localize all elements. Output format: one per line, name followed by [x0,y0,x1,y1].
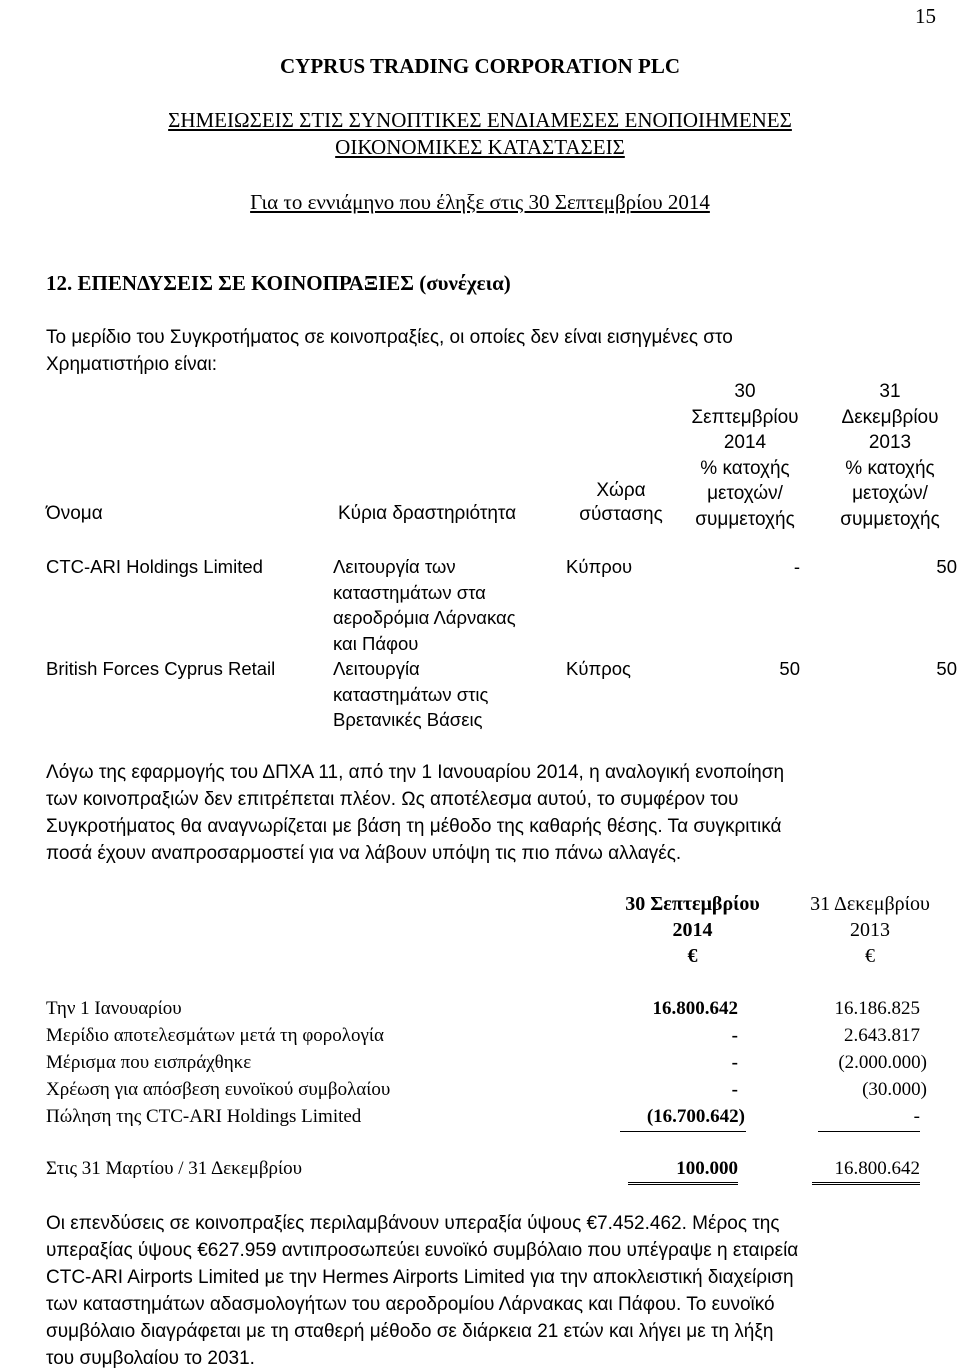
table-row-value-2014: - [731,1052,738,1073]
header-col-2014-line: % κατοχής [700,457,790,479]
activity-line: καταστημάτων στις [333,683,489,705]
page-number: 15 [915,4,936,28]
para3-line: Οι επενδύσεις σε κοινοπραξίες περιλαμβάνουν υπεραξία ύψους €7.452.462. Μέρος της [46,1213,780,1234]
header-col-2013-line: μετοχών/ [852,483,928,504]
table-row-value-2013: 2.643.817 [844,1025,920,1046]
period-subtitle: Για το εννιάμηνο που έληξε στις 30 Σεπτεμβρίου 2014 [250,190,710,214]
header-col-2014-line: συμμετοχής [695,508,795,530]
table-row-label: Μέρισμα που εισπράχθηκε [46,1052,252,1073]
table-row-value-2013: - [913,1106,920,1127]
header-col-2013-line: % κατοχής [845,457,935,479]
table-row-activity [333,554,516,656]
document-title [0,107,960,161]
table-row-label: Χρέωση για απόσβεση ευνοϊκού συμβολαίου [46,1079,391,1100]
table-row-value-2013: 50 [936,658,957,679]
table-row-value-2013: 16.186.825 [834,998,920,1019]
header-name: Όνομα [46,503,103,524]
intro-line-2: Χρηματιστήριο είναι: [46,354,218,375]
table-row-value-2013: 50 [936,556,957,577]
table2-header-2014-line: 2014 [672,919,713,941]
header-col-2013-line: Δεκεμβρίου [841,406,939,428]
subtotal-rule-2013 [818,1131,920,1132]
total-double-rule-2013 [812,1182,920,1185]
header-col-2013-line: συμμετοχής [840,508,940,530]
activity-line: και Πάφου [333,632,419,654]
header-col-2013-line: 31 [879,381,901,402]
para3-line: CTC-ARI Airports Limited με την Hermes Airports Limited για την αποκλειστική διαχείριση [46,1267,794,1288]
activity-line: Λειτουργία [333,658,420,679]
table-row-value-2014: - [731,1025,738,1046]
activity-line: αεροδρόμια Λάρνακας [333,607,516,628]
table-row-value-2014: - [793,556,800,577]
para2-line: των κοινοπραξιών δεν επιτρέπεται πλέον. Ως αποτέλεσμα αυτού, το συμφέρον του [46,789,739,810]
table2-header-2013 [785,891,955,969]
header-country [566,479,676,527]
table2-header-2014-line: € [687,945,698,967]
subtotal-rule-2014 [620,1131,746,1132]
activity-line: καταστημάτων στα [333,581,486,603]
para3-line: των καταστημάτων αδασμολογήτων του αεροδρομίου Λάρνακας και Πάφου. Το ευνοϊκό [46,1294,775,1315]
table-row-country: Κύπρου [566,556,633,577]
table-row-name: CTC-ARI Holdings Limited [46,556,263,577]
table-total-value-2013: 16.800.642 [834,1158,920,1179]
table-row-value-2013: (30.000) [862,1079,927,1100]
table-row-value-2013: (2.000.000) [838,1052,927,1073]
table-row-value-2014: 50 [779,658,800,679]
para2-line: ποσά έχουν αναπροσαρμοστεί για να λάβουν υπόψη τις πιο πάνω αλλαγές. [46,843,682,864]
document-title-line-2: ΟΙΚΟΝΟΜΙΚΕΣ ΚΑΤΑΣΤΑΣΕΙΣ [335,135,625,159]
table-row-name: British Forces Cyprus Retail [46,658,276,679]
table-row-value-2014: 16.800.642 [652,998,738,1019]
table2-header-2013-line: 2013 [850,919,890,941]
table-total-value-2014: 100.000 [676,1158,738,1179]
document-title-line-1: ΣΗΜΕΙΩΣΕΙΣ ΣΤΙΣ ΣΥΝΟΠΤΙΚΕΣ ΕΝΔΙΑΜΕΣΕΣ ΕΝΟΠΟΙΗΜΕΝΕΣ [168,108,792,132]
table-total-label: Στις 31 Μαρτίου / 31 Δεκεμβρίου [46,1158,303,1179]
para2-line: Συγκροτήματος θα αναγνωρίζεται με βάση τη μέθοδο της καθαρής θέσης. Τα συγκριτικά [46,816,782,837]
header-activity: Κύρια δραστηριότητα [338,503,517,524]
company-name: CYPRUS TRADING CORPORATION PLC [280,54,680,78]
total-double-rule-2014 [628,1182,738,1185]
activity-line: Βρετανικές Βάσεις [333,709,483,730]
header-col-2013 [825,379,955,532]
table-row-activity [333,656,488,733]
activity-line: Λειτουργία των [333,556,456,577]
table-row-label: Πώληση της CTC-ARI Holdings Limited [46,1106,362,1127]
header-col-2014-line: 2014 [723,432,767,453]
section-heading: 12. ΕΠΕΝΔΥΣΕΙΣ ΣΕ ΚΟΙΝΟΠΡΑΞΙΕΣ (συνέχεια) [46,271,511,295]
table-row-label: Μερίδιο αποτελεσμάτων μετά τη φορολογία [46,1025,384,1046]
para3-line: συμβόλαιο διαγράφεται με τη σταθερή μέθοδο σε διάρκεια 21 ετών και λήγει με τη λήξη [46,1321,774,1342]
table-row-value-2014: - [731,1079,738,1100]
header-col-2013-line: 2013 [868,432,912,453]
table2-header-2013-line: 31 Δεκεμβρίου [810,893,930,915]
table-row-value-2014: (16.700.642) [646,1106,745,1127]
header-country-line-1: Χώρα [596,480,646,501]
para3-line: του συμβολαίου το 2031. [46,1348,255,1369]
table2-header-2013-line: € [865,945,875,967]
table-row-label: Την 1 Ιανουαρίου [46,998,182,1019]
para2-line: Λόγω της εφαρμογής του ΔΠΧΑ 11, από την 1 Ιανουαρίου 2014, η αναλογική ενοποίηση [46,762,785,783]
table2-header-2014-line: 30 Σεπτεμβρίου [625,893,760,915]
header-col-2014-line: Σεπτεμβρίου [691,406,799,428]
table-row-country: Κύπρος [566,658,631,679]
para3-line: υπεραξίας ύψους €627.959 αντιπροσωπεύει ευνοϊκό συμβόλαιο που υπέγραψε η εταιρεία [46,1240,799,1261]
header-country-line-2: σύστασης [579,504,663,525]
header-col-2014-line: 30 [734,381,756,402]
table2-header-2014 [600,891,785,969]
header-col-2014-line: μετοχών/ [707,483,783,504]
header-col-2014 [680,379,810,532]
intro-line-1: Το μερίδιο του Συγκροτήματος σε κοινοπραξίες, οι οποίες δεν είναι εισηγμένες στο [46,327,733,348]
